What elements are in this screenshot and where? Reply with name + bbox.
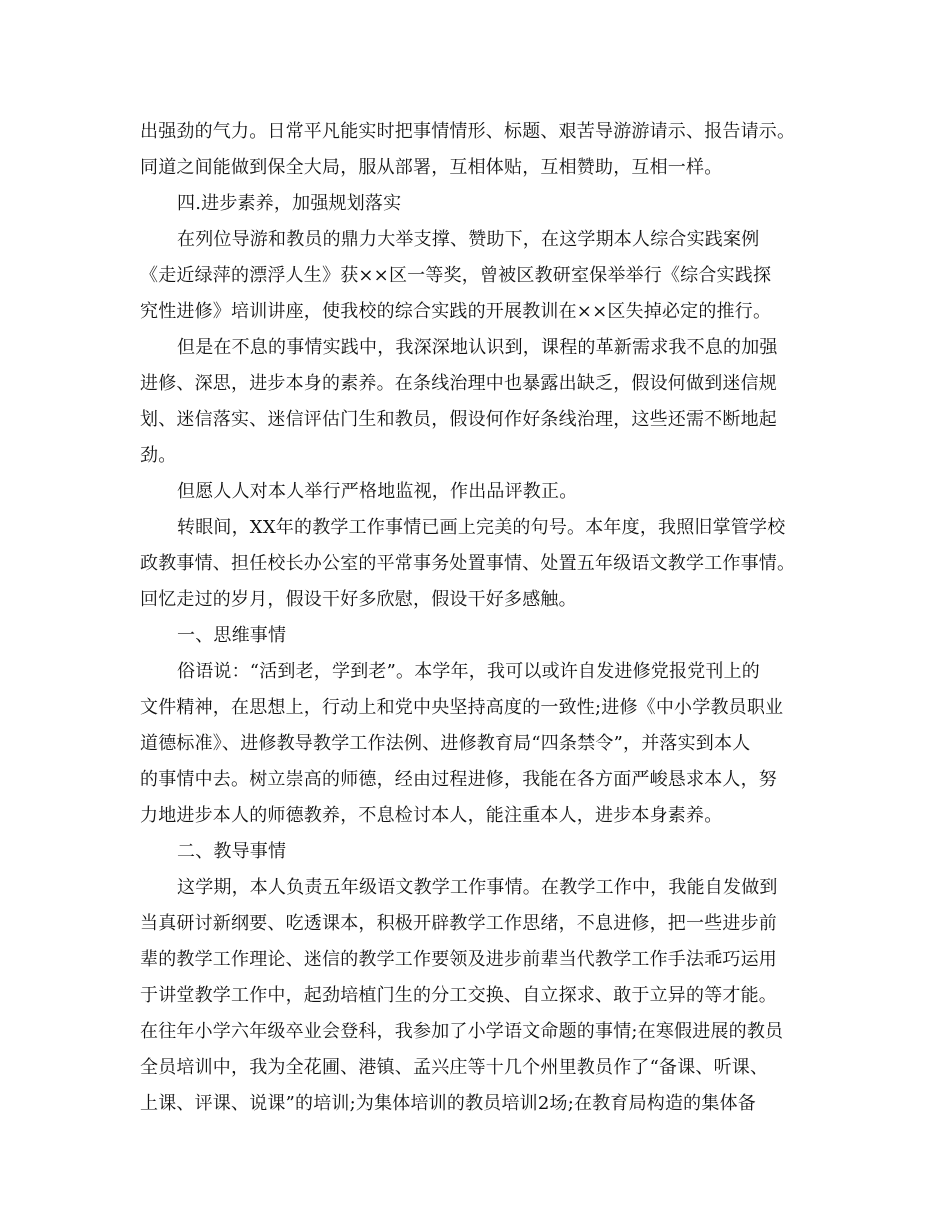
text-line: 在列位导游和教员的鼎力大举支撑、赞助下，在这学期本人综合实践案例	[177, 229, 760, 250]
text-line: 回忆走过的岁月，假设干好多欣慰，假设干好多感触。	[140, 589, 577, 610]
text-line: 在往年小学六年级卒业会登科，我参加了小学语文命题的事情;在寒假进展的教员	[140, 1021, 784, 1042]
text-line: 全员培训中，我为全花圃、港镇、孟兴庄等十几个州里教员作了“备课、听课、	[140, 1057, 769, 1078]
text-line: 进修、深思，进步本身的素养。在条线治理中也暴露出缺乏，假设何做到迷信规	[140, 373, 777, 394]
text-line: 当真研讨新纲要、吃透课本，积极开辟教学工作思绪，不息进修，把一些进步前	[140, 913, 777, 934]
text-line: 劲。	[140, 445, 177, 466]
text-line: 的事情中去。树立崇高的师德，经由过程进修，我能在各方面严峻恳求本人，努	[140, 769, 777, 790]
text-line: 出强劲的气力。日常平凡能实时把事情情形、标题、艰苦导游游请示、报告请示。	[140, 121, 796, 142]
text-line: 但愿人人对本人举行严格地监视，作出品评教正。	[177, 481, 578, 502]
text-line: 辈的教学工作理论、迷信的教学工作要领及进步前辈当代教学工作手法乖巧运用	[140, 949, 777, 970]
text-line: 政教事情、担任校长办公室的平常事务处置事情、处置五年级语文教学工作事情。	[140, 553, 796, 574]
text-line: 力地进步本人的师德教养，不息检讨本人，能注重本人，进步本身素养。	[140, 805, 723, 826]
text-line: 文件精神，在思想上，行动上和党中央坚持高度的一致性;进修《中小学教员职业	[140, 697, 784, 718]
text-line: 上课、评课、说课”的培训;为集体培训的教员培训2场;在教育局构造的集体备	[140, 1093, 756, 1114]
section-heading: 一、思维事情	[177, 625, 287, 646]
section-heading: 四.进步素养，加强规划落实	[177, 193, 402, 214]
text-line: 道德标准》、进修教导教学工作法例、进修教育局“四条禁令”，并落实到本人	[140, 733, 751, 754]
text-line: 同道之间能做到保全大局，服从部署，互相体贴，互相赞助，互相一样。	[140, 157, 723, 178]
text-line: 俗语说：“活到老，学到老”。本学年，我可以或许自发进修党报党刊上的	[177, 661, 761, 682]
text-line: 究性进修》培训讲座，使我校的综合实践的开展教训在××区失掉必定的推行。	[140, 301, 772, 322]
text-line: 划、迷信落实、迷信评估门生和教员，假设何作好条线治理，这些还需不断地起	[140, 409, 777, 430]
section-heading: 二、教导事情	[177, 841, 287, 862]
text-line: 但是在不息的事情实践中，我深深地认识到，课程的革新需求我不息的加强	[177, 337, 778, 358]
text-line: 于讲堂教学工作中，起劲培植门生的分工交换、自立探求、敢于立异的等才能。	[140, 985, 777, 1006]
text-line: 转眼间，XX年的教学工作事情已画上完美的句号。本年度，我照旧掌管学校	[177, 517, 786, 538]
text-line: 《走近绿萍的漂浮人生》获××区一等奖，曾被区教研室保举举行《综合实践探	[140, 265, 772, 286]
text-line: 这学期，本人负责五年级语文教学工作事情。在教学工作中，我能自发做到	[177, 877, 778, 898]
